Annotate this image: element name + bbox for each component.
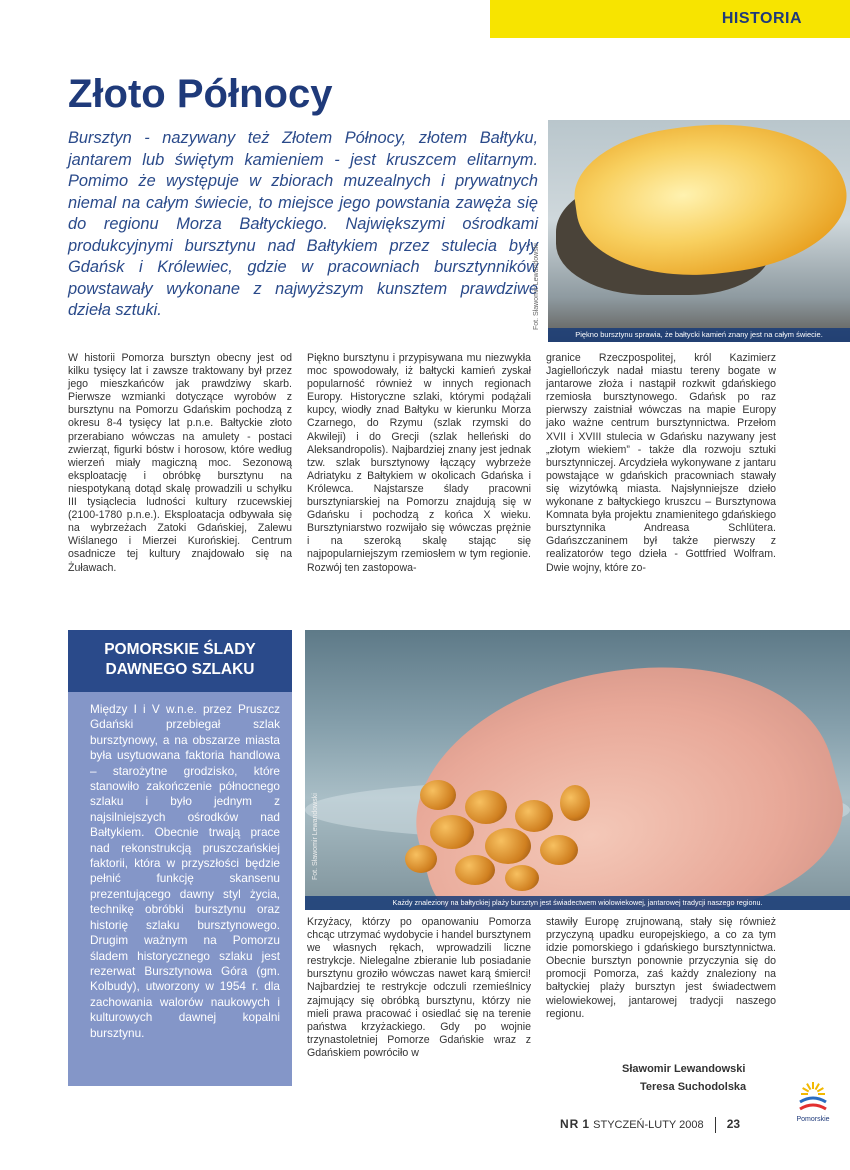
sidebar-box [68,630,292,1086]
amber-bead [485,828,531,864]
footer-separator [715,1117,716,1133]
amber-bead [430,815,474,849]
amber-bead [515,800,553,832]
pomorskie-logo-icon [792,1078,834,1116]
logo-ray [803,1088,809,1092]
amber-bead [505,865,539,891]
amber-bead [465,790,507,824]
section-label: HISTORIA [721,10,802,27]
amber-photo-credit: Fot. Sławomir Lewandowski [533,243,540,330]
footer-date: STYCZEŃ-LUTY 2008 [593,1119,704,1131]
logo-wave-blue [800,1098,826,1102]
body-column-4: Krzyżacy, którzy po opanowaniu Pomorza chcąc utrzymać wydobycie i handel bursztynem we własnych rękach, wprowadzili liczne restrykcje. Nielegalne zbieranie lub posiadanie bursztynu groziło wówczas nawet karą śmierci! Najbardziej te restrykcje odczuli rzemieślnicy zajmujący się obróbką bursztynu, którzy nie mieli prawa pracować i osiedlać się na terenie państwa krzyżackiego. Gdy po wojnie trzynastoletniej Pomorze Gdańskie wraz z Gdańskiem powróciło w [307,916,531,1059]
hand-photo [305,630,850,910]
hand-photo-credit: Fot. Sławomir Lewandowski [312,793,319,880]
logo-ray [807,1084,811,1090]
logo-label: Pomorskie [796,1116,830,1123]
amber-bead [455,855,495,885]
body-column-5: stawiły Europę zrujnowaną, stały się również przyczyną upadku europejskiego, a co za tym idzie pomorskiego i gdańskiego bursztynnictwa. Obecnie bursztyn ponownie przyczynia się do promocji Pomorza, zaś każdy znaleziony na bałtyckiej plaży bursztyn jest świadectwem wielowiekowej, jantarowej tradycji naszego regionu. [546,916,776,1020]
body-column-3: granice Rzeczpospolitej, król Kazimierz Jagiellończyk nadał miastu tereny bogate w jantarowe złoża i nastąpił rozkwit gdańskiego rzemiosła bursztynowego. Gdańsk po raz pierwszy zaistniał wówczas na mapie Europy jako ważne centrum bursztynnictwa. Przełom XVII i XVIII stulecia w Gdańsku nazywany jest „złotym wiekiem” - także dla rozwoju sztuki bursztynniczej. Arcydzieła wykonywane z jantaru powstające w gdańskich pracowniach stawały się wizytówką miasta. Najsłynniejsze dzieło wykonane z bałtyckiego kruszcu – Bursztynowa Komnata była projektu znamienitego gdańskiego bursztynnika Andreasa Schlütera. Gdańszczaninem był także pierwszy z realizatorów tego dzieła - Gottfried Wolfram. Dwie wojny, które zo- [546,352,776,574]
amber-bead [540,835,578,865]
pomorskie-logo [792,1078,834,1138]
logo-wave-red [800,1105,826,1109]
article-title: Złoto Północy [68,72,333,116]
hand-photo-caption: Każdy znaleziony na bałtyckiej plaży bursztyn jest świadectwem wiolowiekowej, jantarowej tradycji naszego regionu. [305,896,850,910]
amber-bead [420,780,456,810]
article-lead: Bursztyn - nazywany też Złotem Północy, złotem Bałtyku, jantarem lub świętym kamieniem - jest kruszcem elitarnym. Pomimo że występuje w zbiorach muzealnych i prywatnych niemal na całym świecie, to miejsce jego powstania zawęża się do regionu Morza Bałtyckiego. Największymi ośrodkami produkcyjnymi bursztynu nad Bałtykiem przez stulecia były Gdańsk i Królewiec, gdzie w pracowniach bursztynników powstawały wykonane z najwyższym kunsztem prawdziwe dzieła sztuki. [68,129,538,319]
sidebar-box-text: Między I i V w.n.e. przez Pruszcz Gdański przebiegał szlak bursztynowy, a na obszarze miasta była usytuowana faktoria handlowa – starożytne grodzisko, które stanowiło zakończenie północnego szlaku i było jednym z najsilniejszych ośrodków nad Bałtykiem. Obecnie trwają prace nad rekonstrukcją pruszczańskiej faktorii, która w przyszłości będzie pełnić funkcję skansenu prezentującego dawny styl życia, technikę obróbki bursztynu oraz historię szlaku bursztynowego. Drugim ważnym na Pomorzu śladem historycznego szlaku jest rezerwat Bursztynowa Góra (gm. Kolbudy), utworzony w 1954 r. dla zachowania walorów naukowych i kulturowych dawnej kopalni bursztynu. [90,702,280,1040]
author-name: Teresa Suchodolska [640,1081,747,1093]
sidebar-box-title: POMORSKIE ŚLADY DAWNEGO SZLAKU [68,630,292,692]
page-footer [560,1117,740,1133]
author-name: Sławomir Lewandowski [622,1063,746,1075]
page-number: 23 [726,1117,741,1131]
footer-issue-number: 1 [582,1117,591,1131]
logo-ray [817,1088,823,1092]
amber-bead [405,845,437,873]
amber-photo-caption: Piękno bursztynu sprawia, że bałtycki kamień znany jest na całym świecie. [548,328,850,342]
amber-bead [560,785,590,821]
footer-nr-label: NR [560,1117,580,1131]
amber-photo [548,120,850,342]
body-column-1: W historii Pomorza bursztyn obecny jest od kilku tysięcy lat i zawsze traktowany był przez jego mieszkańców jak prawdziwy skarb. Pierwsze wzmianki dotyczące wyrobów z bursztynu na Pomorzu Gdańskim pochodzą z okresu 8-4 tysięcy lat p.n.e. Bałtyckie złoto przerabiano wówczas na amulety - postaci zwierząt, figurki bóstw i horosow, które według wierzeń miały magiczną moc. Sezonową eksploatację i obróbkę bursztynu na niespotykaną dotąd skalę prowadzili u schyłku III tysiąclecia ludności kultury rzucewskiej (2100-1780 p.n.e.). Eksploatacja odbywała się na wybrzeżach Zatoki Gdańskiej, Zalewu Wiślanego i Mierzei Kurońskiej. Centrum osadnicze tej kultury znajdowało się na Żuławach. [68,352,292,574]
section-tab [490,0,850,38]
logo-ray [816,1084,820,1090]
body-column-2: Piękno bursztynu i przypisywana mu niezwykła moc spowodowały, iż bałtycki kamień zyskał popularność również w innych regionach Europy. Historyczne szlaki, którymi podążali kupcy, wiodły znad Bałtyku w kierunku Morza Czarnego, do Rzymu (szlak rzymski do Akwileji) i do Grecji (szlak helleński do Aleksandropolis). Najbardziej znany jest jednak tzw. szlak bursztynowy łączący wybrzeże Adriatyku z Bałtykiem w okolicach Gdańska i Królewca. Najstarsze ślady pracowni bursztyniarskiej na Pomorzu znajdują się w Gdańsku i pochodzą z końca X wieku. Bursztyniarstwo rozwijało się wówczas prężnie i na szeroką skalę stając się najpopularniejszym rzemiosłem w tym regionie. Rozwój ten zastopowa- [307,352,531,574]
